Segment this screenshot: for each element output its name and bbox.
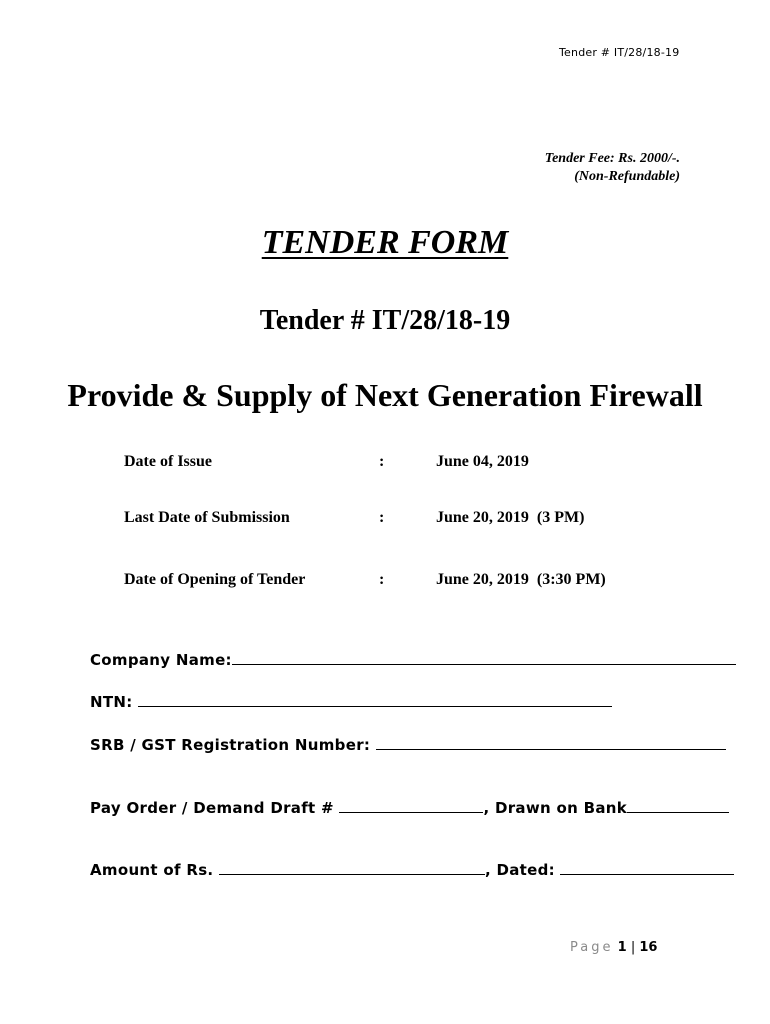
page-current: 1 [617,940,627,955]
company-name-blank[interactable] [232,650,736,665]
ntn-label: NTN: [90,693,133,711]
tender-subject [0,376,770,414]
srb-gst-row [90,735,726,754]
opening-date-label: Date of Opening of Tender [124,571,306,588]
opening-date-separator: : [379,571,385,588]
dated-blank[interactable] [560,860,734,875]
amount-blank[interactable] [219,860,485,875]
tender-subject-text: Provide & Supply of Next Generation Firewall [67,377,703,413]
srb-gst-label: SRB / GST Registration Number: [90,736,371,754]
company-name-row [90,650,736,669]
page-total: 16 [639,940,658,955]
form-title: TENDER FORM [261,224,509,261]
dated-label: , Dated: [484,861,555,879]
ntn-row [90,692,612,711]
srb-gst-blank[interactable] [376,735,726,750]
amount-row [90,860,734,879]
last-submission-label: Last Date of Submission [124,509,290,526]
opening-date-value: June 20, 2019 (3:30 PM) [436,571,606,588]
date-of-issue-label: Date of Issue [124,453,212,470]
header-tender-reference: Tender # IT/28/18-19 [559,46,680,59]
tender-number: Tender # IT/28/18-19 [259,305,511,336]
tender-fee: Tender Fee: Rs. 2000/-. [544,151,680,166]
date-of-issue-separator: : [379,453,385,470]
tender-fee-note: (Non-Refundable) [574,169,680,184]
last-submission-value: June 20, 2019 (3 PM) [436,509,585,526]
pay-order-label: Pay Order / Demand Draft # [90,799,334,817]
company-name-label: Company Name: [90,651,232,669]
amount-label: Amount of Rs. [90,861,214,879]
page-footer [570,940,657,955]
pay-order-blank[interactable] [339,798,483,813]
page-word: Page [570,940,614,955]
last-submission-separator: : [379,509,385,526]
page-separator: | [630,940,636,955]
date-of-issue-value: June 04, 2019 [436,453,529,470]
drawn-on-bank-label: , Drawn on Bank [483,799,628,817]
pay-order-row [90,798,729,817]
ntn-blank[interactable] [138,692,612,707]
drawn-on-bank-blank[interactable] [627,798,729,813]
